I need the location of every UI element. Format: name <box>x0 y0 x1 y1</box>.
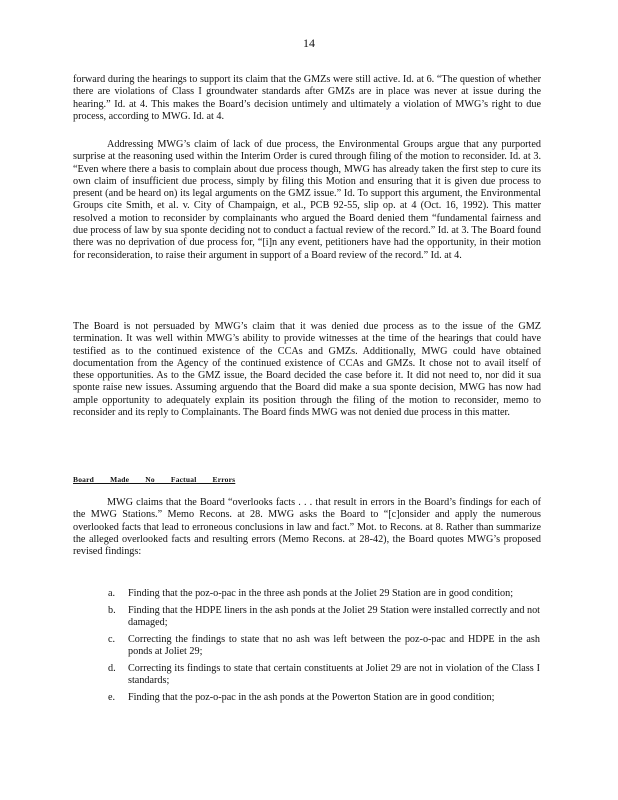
list-item-text: Finding that the poz-o-pac in the three ash ponds at the Joliet 29 Station are in good condition; <box>128 588 514 599</box>
list-item <box>108 634 540 659</box>
list-item-text: Finding that the poz-o-pac in the ash ponds at the Powerton Station are in good condition; <box>128 692 495 704</box>
list-item-text: Finding that the HDPE liners in the ash ponds at the Joliet 29 Station were installed correctly and not damaged; <box>128 604 540 629</box>
paragraph-board-not-persuaded: The Board is not persuaded by MWG’s claim that it was denied due process as to the issue of the GMZ termination. It was well within MWG’s ability to provide witnesses at the time of the hearings that could have testified as to the continued existence of the CCAs and GMZs. Additionally, MWG could have obtained documentation from the Agency of the continued existence of CCAs and GMZs. It chose not to avail itself of these opportunities. As to the GMZ issue, the Board decided the case before it. It did not need to, nor did it sua sponte raise new issues. Assuming arguendo that the Board did make a sua sponte decision, MWG has now had ample opportunity to adequately explain its position through the filing of the motion to reconsider, memo to reconsider and its reply to Complainants. The Board finds MWG was not denied due process in this matter. <box>73 321 541 419</box>
list-item <box>108 692 540 704</box>
list-item-text: Correcting its findings to state that certain constituents at Joliet 29 are not in violation of the Class I standards; <box>128 662 540 687</box>
paragraph-environmental-groups: Addressing MWG’s claim of lack of due process, the Environmental Groups argue that any purported surprise at the reasoning used within the Interim Order is cured through filing of the motion to reconsider. Id. at 3. “Even where there a basis to complain about due process though, MWG has already taken the first step to cure its own claim of insufficient due process, simply by filing this Motion and ensuring that it is given due process to present (and be heard on) its legal arguments on the GMZ issue.” Id. To support this argument, the Environmental Groups cite Smith, et al. v. City of Champaign, et al., PCB 92-55, slip op. at 4 (Oct. 16, 1992). This matter resolved a motion to reconsider by complainants who argued the Board denied them “fundamental fairness and due process of law by sua sponte deciding not to conduct a factual review of the record.” Id. at 3. The Board found there was no deprivation of due process for, “[i]n any event, petitioners have had the opportunity, in their motion for reconsideration, to raise their argument in support of a Board review of the record.” Id. at 4. <box>73 139 541 261</box>
list-item <box>108 605 540 630</box>
paragraph-mwg-argument: forward during the hearings to support its claim that the GMZs were still active. Id. at 6. “The question of whether there are violations of Class I groundwater standards after GMZs are in place was never at issue during the hearing.” Id. at 4. This makes the Board’s decision untimely and ultimately a violation of MWG’s right to due process, according to MWG. Id. at 4. <box>73 74 541 122</box>
proposed-findings-list <box>108 588 540 709</box>
section-heading: Board Made No Factual Errors <box>73 475 236 484</box>
paragraph-mwg-overlooked-facts: MWG claims that the Board “overlooks facts . . . that result in errors in the Board’s findings for each of the MWG Stations.” Memo Recons. at 28. MWG asks the Board to “[c]onsider and apply the numerous overlooked facts that lead to erroneous conclusions in law and fact.” Mot. to Recons. at 8. Rather than summarize the alleged overlooked facts and resulting errors (Memo Recons. at 28-42), the Board quotes MWG’s proposed revised findings: <box>73 497 541 558</box>
list-marker: d. <box>108 662 116 674</box>
list-marker: b. <box>108 604 116 616</box>
list-marker: a. <box>108 588 116 599</box>
list-marker: c. <box>108 633 116 645</box>
list-item <box>108 588 540 600</box>
list-marker: e. <box>108 692 116 704</box>
page-number: 14 <box>303 36 315 50</box>
list-item <box>108 663 540 688</box>
list-item-text: Correcting the findings to state that no ash was left between the poz-o-pac and HDPE in the ash ponds at Joliet 29; <box>128 633 540 658</box>
